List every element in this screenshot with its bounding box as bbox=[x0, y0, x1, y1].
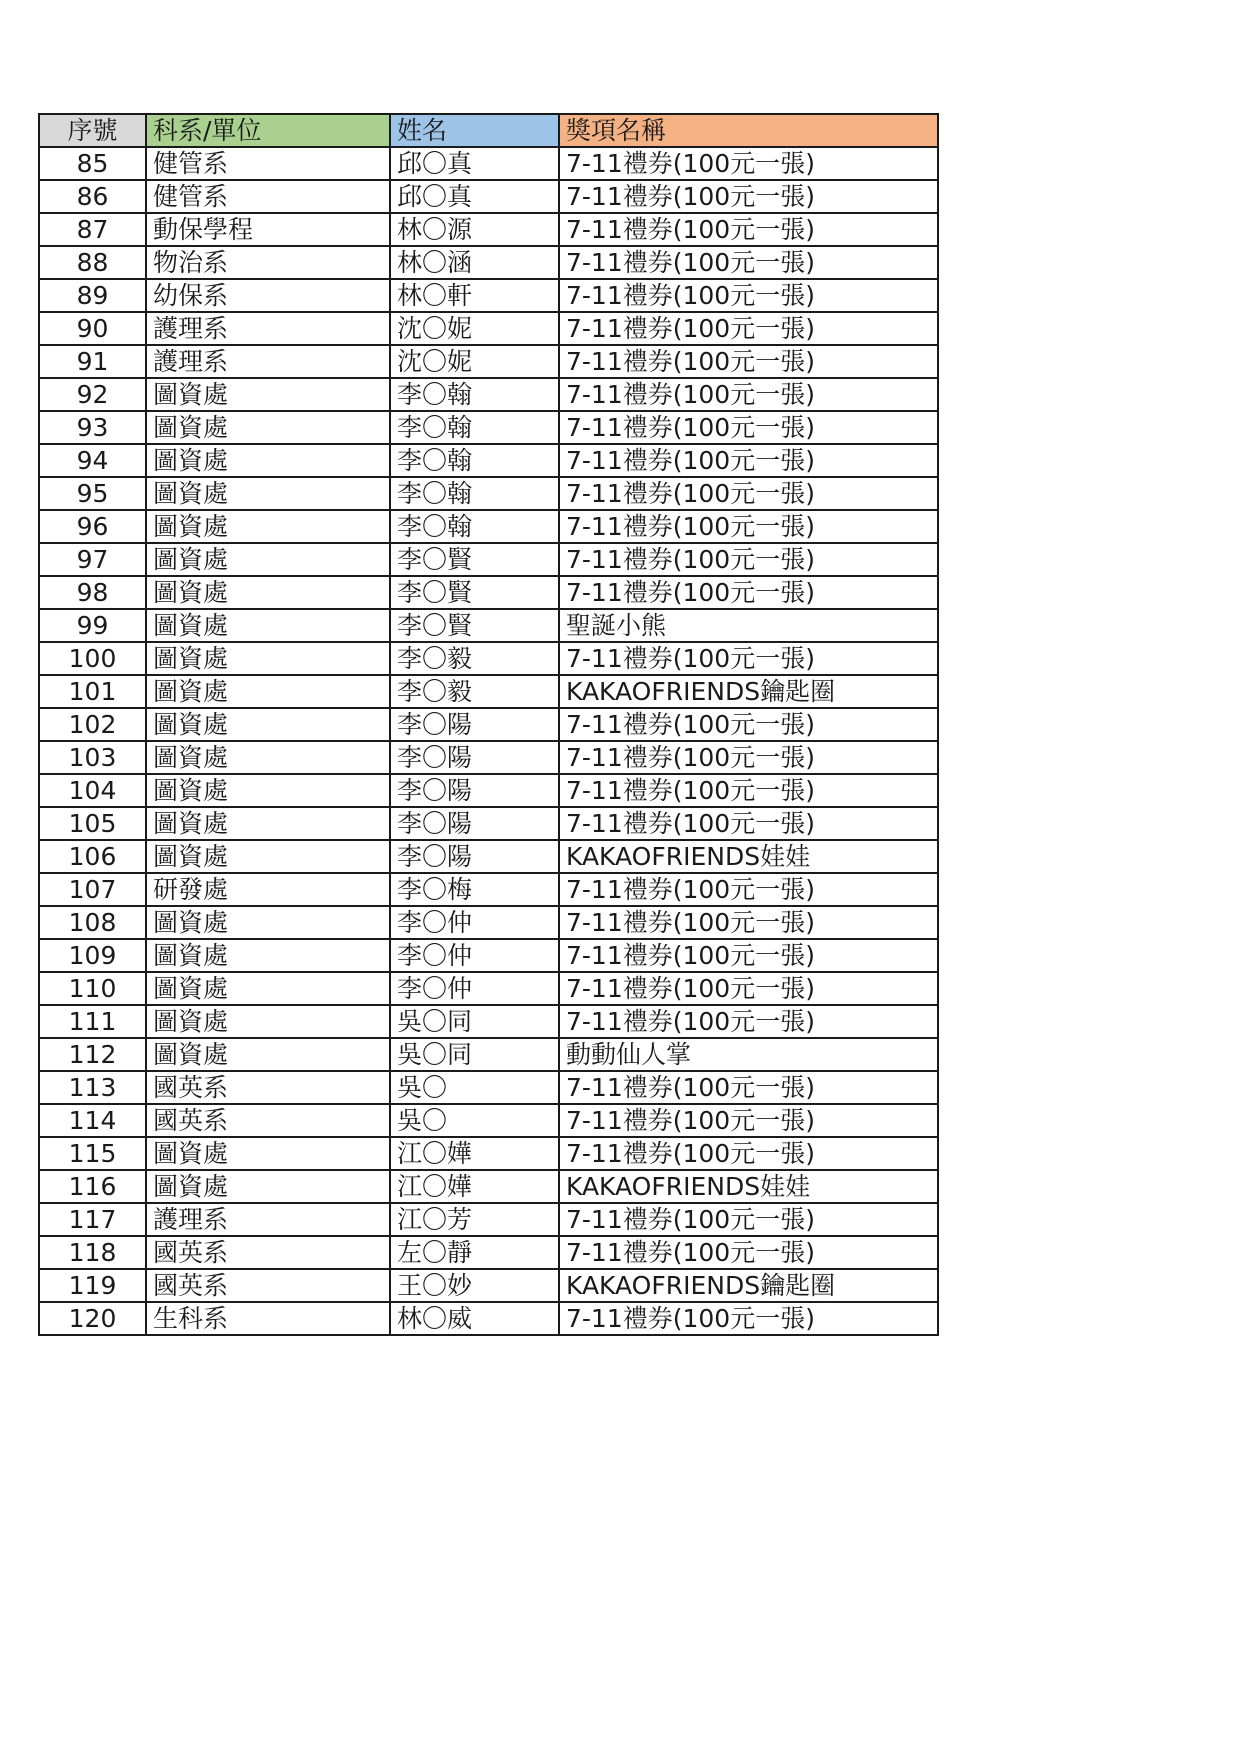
table-row bbox=[39, 180, 938, 213]
table-row bbox=[39, 411, 938, 444]
cell-name: 江〇嬅 bbox=[390, 1137, 559, 1170]
table-row bbox=[39, 642, 938, 675]
cell-name: 林〇涵 bbox=[390, 246, 559, 279]
table-row bbox=[39, 279, 938, 312]
cell-department: 國英系 bbox=[146, 1104, 390, 1137]
cell-name: 李〇陽 bbox=[390, 774, 559, 807]
cell-prize: 7-11禮券(100元一張) bbox=[559, 1104, 938, 1137]
cell-department: 圖資處 bbox=[146, 543, 390, 576]
table-row bbox=[39, 312, 938, 345]
cell-serial-number: 98 bbox=[39, 576, 146, 609]
cell-name: 李〇賢 bbox=[390, 576, 559, 609]
cell-department: 圖資處 bbox=[146, 1170, 390, 1203]
cell-prize: 7-11禮券(100元一張) bbox=[559, 906, 938, 939]
cell-prize: 7-11禮券(100元一張) bbox=[559, 741, 938, 774]
cell-serial-number: 118 bbox=[39, 1236, 146, 1269]
table-header bbox=[39, 114, 938, 147]
cell-department: 圖資處 bbox=[146, 1137, 390, 1170]
cell-prize: 7-11禮券(100元一張) bbox=[559, 1005, 938, 1038]
cell-department: 圖資處 bbox=[146, 1038, 390, 1071]
cell-name: 吳〇同 bbox=[390, 1038, 559, 1071]
cell-department: 圖資處 bbox=[146, 642, 390, 675]
cell-department: 護理系 bbox=[146, 1203, 390, 1236]
cell-department: 動保學程 bbox=[146, 213, 390, 246]
cell-serial-number: 89 bbox=[39, 279, 146, 312]
table-row bbox=[39, 609, 938, 642]
cell-name: 李〇仲 bbox=[390, 906, 559, 939]
table-row bbox=[39, 1269, 938, 1302]
table-row bbox=[39, 1005, 938, 1038]
cell-prize: 7-11禮券(100元一張) bbox=[559, 807, 938, 840]
cell-prize: 7-11禮券(100元一張) bbox=[559, 378, 938, 411]
cell-serial-number: 86 bbox=[39, 180, 146, 213]
cell-department: 圖資處 bbox=[146, 774, 390, 807]
cell-prize: 7-11禮券(100元一張) bbox=[559, 510, 938, 543]
cell-prize: 7-11禮券(100元一張) bbox=[559, 939, 938, 972]
cell-serial-number: 105 bbox=[39, 807, 146, 840]
cell-serial-number: 100 bbox=[39, 642, 146, 675]
cell-prize: KAKAOFRIENDS鑰匙圈 bbox=[559, 1269, 938, 1302]
cell-name: 江〇嬅 bbox=[390, 1170, 559, 1203]
cell-department: 健管系 bbox=[146, 180, 390, 213]
cell-department: 圖資處 bbox=[146, 708, 390, 741]
cell-department: 圖資處 bbox=[146, 906, 390, 939]
table-row bbox=[39, 246, 938, 279]
table-row bbox=[39, 807, 938, 840]
cell-name: 邱〇真 bbox=[390, 147, 559, 180]
cell-prize: 7-11禮券(100元一張) bbox=[559, 147, 938, 180]
cell-prize: 7-11禮券(100元一張) bbox=[559, 279, 938, 312]
cell-prize: 7-11禮券(100元一張) bbox=[559, 345, 938, 378]
cell-department: 圖資處 bbox=[146, 972, 390, 1005]
cell-serial-number: 117 bbox=[39, 1203, 146, 1236]
cell-serial-number: 94 bbox=[39, 444, 146, 477]
cell-prize: 7-11禮券(100元一張) bbox=[559, 444, 938, 477]
cell-serial-number: 104 bbox=[39, 774, 146, 807]
table-row bbox=[39, 1236, 938, 1269]
cell-name: 邱〇真 bbox=[390, 180, 559, 213]
cell-name: 李〇翰 bbox=[390, 411, 559, 444]
cell-department: 圖資處 bbox=[146, 444, 390, 477]
cell-department: 圖資處 bbox=[146, 411, 390, 444]
table-row bbox=[39, 774, 938, 807]
table-row bbox=[39, 1302, 938, 1335]
cell-prize: 7-11禮券(100元一張) bbox=[559, 312, 938, 345]
cell-prize: 7-11禮券(100元一張) bbox=[559, 213, 938, 246]
cell-serial-number: 88 bbox=[39, 246, 146, 279]
cell-name: 左〇靜 bbox=[390, 1236, 559, 1269]
cell-serial-number: 114 bbox=[39, 1104, 146, 1137]
table-row bbox=[39, 1137, 938, 1170]
cell-name: 林〇源 bbox=[390, 213, 559, 246]
cell-serial-number: 106 bbox=[39, 840, 146, 873]
cell-serial-number: 115 bbox=[39, 1137, 146, 1170]
cell-prize: 7-11禮券(100元一張) bbox=[559, 1203, 938, 1236]
cell-name: 沈〇妮 bbox=[390, 345, 559, 378]
cell-department: 圖資處 bbox=[146, 576, 390, 609]
table-row bbox=[39, 873, 938, 906]
cell-department: 圖資處 bbox=[146, 939, 390, 972]
cell-name: 林〇威 bbox=[390, 1302, 559, 1335]
table-row bbox=[39, 213, 938, 246]
cell-prize: 聖誕小熊 bbox=[559, 609, 938, 642]
cell-prize: 7-11禮券(100元一張) bbox=[559, 180, 938, 213]
cell-name: 李〇陽 bbox=[390, 807, 559, 840]
cell-name: 李〇毅 bbox=[390, 642, 559, 675]
cell-prize: 7-11禮券(100元一張) bbox=[559, 873, 938, 906]
cell-serial-number: 96 bbox=[39, 510, 146, 543]
table-row bbox=[39, 345, 938, 378]
cell-serial-number: 85 bbox=[39, 147, 146, 180]
cell-name: 李〇仲 bbox=[390, 972, 559, 1005]
cell-prize: 7-11禮券(100元一張) bbox=[559, 576, 938, 609]
cell-serial-number: 110 bbox=[39, 972, 146, 1005]
cell-department: 國英系 bbox=[146, 1071, 390, 1104]
table-row bbox=[39, 840, 938, 873]
cell-department: 圖資處 bbox=[146, 840, 390, 873]
cell-name: 李〇仲 bbox=[390, 939, 559, 972]
cell-department: 圖資處 bbox=[146, 1005, 390, 1038]
cell-prize: 7-11禮券(100元一張) bbox=[559, 543, 938, 576]
table-row bbox=[39, 1203, 938, 1236]
cell-serial-number: 112 bbox=[39, 1038, 146, 1071]
cell-department: 研發處 bbox=[146, 873, 390, 906]
prize-sheet bbox=[38, 113, 939, 1336]
table-row bbox=[39, 741, 938, 774]
cell-department: 圖資處 bbox=[146, 510, 390, 543]
cell-serial-number: 101 bbox=[39, 675, 146, 708]
table-row bbox=[39, 378, 938, 411]
cell-name: 吳〇 bbox=[390, 1104, 559, 1137]
cell-department: 護理系 bbox=[146, 345, 390, 378]
header-prize: 獎項名稱 bbox=[559, 114, 938, 147]
header-name: 姓名 bbox=[390, 114, 559, 147]
cell-name: 李〇翰 bbox=[390, 378, 559, 411]
cell-name: 江〇芳 bbox=[390, 1203, 559, 1236]
header-row bbox=[39, 114, 938, 147]
cell-prize: 7-11禮券(100元一張) bbox=[559, 972, 938, 1005]
cell-name: 沈〇妮 bbox=[390, 312, 559, 345]
cell-prize: KAKAOFRIENDS娃娃 bbox=[559, 840, 938, 873]
cell-serial-number: 87 bbox=[39, 213, 146, 246]
cell-department: 圖資處 bbox=[146, 675, 390, 708]
cell-department: 圖資處 bbox=[146, 477, 390, 510]
header-department: 科系/單位 bbox=[146, 114, 390, 147]
cell-prize: 7-11禮券(100元一張) bbox=[559, 411, 938, 444]
cell-serial-number: 108 bbox=[39, 906, 146, 939]
cell-prize: KAKAOFRIENDS娃娃 bbox=[559, 1170, 938, 1203]
cell-prize: 7-11禮券(100元一張) bbox=[559, 1302, 938, 1335]
table-row bbox=[39, 1104, 938, 1137]
header-serial-number: 序號 bbox=[39, 114, 146, 147]
prize-winners-table bbox=[38, 113, 939, 1336]
cell-department: 幼保系 bbox=[146, 279, 390, 312]
cell-serial-number: 97 bbox=[39, 543, 146, 576]
cell-department: 圖資處 bbox=[146, 609, 390, 642]
cell-serial-number: 120 bbox=[39, 1302, 146, 1335]
cell-name: 林〇軒 bbox=[390, 279, 559, 312]
table-row bbox=[39, 1170, 938, 1203]
table-row bbox=[39, 972, 938, 1005]
cell-serial-number: 119 bbox=[39, 1269, 146, 1302]
cell-serial-number: 107 bbox=[39, 873, 146, 906]
cell-name: 李〇翰 bbox=[390, 510, 559, 543]
cell-name: 李〇陽 bbox=[390, 708, 559, 741]
cell-prize: 7-11禮券(100元一張) bbox=[559, 1071, 938, 1104]
cell-prize: 7-11禮券(100元一張) bbox=[559, 1137, 938, 1170]
cell-department: 健管系 bbox=[146, 147, 390, 180]
cell-name: 李〇陽 bbox=[390, 840, 559, 873]
cell-serial-number: 116 bbox=[39, 1170, 146, 1203]
cell-department: 國英系 bbox=[146, 1269, 390, 1302]
table-row bbox=[39, 1038, 938, 1071]
cell-name: 李〇賢 bbox=[390, 543, 559, 576]
cell-department: 生科系 bbox=[146, 1302, 390, 1335]
cell-department: 物治系 bbox=[146, 246, 390, 279]
cell-prize: KAKAOFRIENDS鑰匙圈 bbox=[559, 675, 938, 708]
cell-prize: 7-11禮券(100元一張) bbox=[559, 477, 938, 510]
cell-name: 吳〇同 bbox=[390, 1005, 559, 1038]
cell-name: 李〇賢 bbox=[390, 609, 559, 642]
table-row bbox=[39, 1071, 938, 1104]
cell-department: 圖資處 bbox=[146, 741, 390, 774]
cell-prize: 7-11禮券(100元一張) bbox=[559, 774, 938, 807]
cell-name: 吳〇 bbox=[390, 1071, 559, 1104]
table-row bbox=[39, 576, 938, 609]
cell-serial-number: 113 bbox=[39, 1071, 146, 1104]
table-row bbox=[39, 444, 938, 477]
cell-serial-number: 91 bbox=[39, 345, 146, 378]
cell-serial-number: 109 bbox=[39, 939, 146, 972]
cell-name: 李〇陽 bbox=[390, 741, 559, 774]
cell-prize: 7-11禮券(100元一張) bbox=[559, 642, 938, 675]
table-row bbox=[39, 939, 938, 972]
cell-name: 李〇梅 bbox=[390, 873, 559, 906]
table-row bbox=[39, 543, 938, 576]
cell-prize: 7-11禮券(100元一張) bbox=[559, 246, 938, 279]
cell-prize: 動動仙人掌 bbox=[559, 1038, 938, 1071]
cell-department: 國英系 bbox=[146, 1236, 390, 1269]
cell-serial-number: 99 bbox=[39, 609, 146, 642]
cell-serial-number: 93 bbox=[39, 411, 146, 444]
cell-serial-number: 111 bbox=[39, 1005, 146, 1038]
cell-serial-number: 90 bbox=[39, 312, 146, 345]
cell-name: 李〇翰 bbox=[390, 477, 559, 510]
cell-name: 王〇妙 bbox=[390, 1269, 559, 1302]
cell-prize: 7-11禮券(100元一張) bbox=[559, 708, 938, 741]
cell-name: 李〇毅 bbox=[390, 675, 559, 708]
table-row bbox=[39, 675, 938, 708]
cell-department: 圖資處 bbox=[146, 807, 390, 840]
cell-name: 李〇翰 bbox=[390, 444, 559, 477]
cell-serial-number: 102 bbox=[39, 708, 146, 741]
table-row bbox=[39, 147, 938, 180]
cell-department: 圖資處 bbox=[146, 378, 390, 411]
table-row bbox=[39, 510, 938, 543]
table-row bbox=[39, 906, 938, 939]
table-row bbox=[39, 708, 938, 741]
cell-serial-number: 92 bbox=[39, 378, 146, 411]
table-body bbox=[39, 147, 938, 1335]
cell-prize: 7-11禮券(100元一張) bbox=[559, 1236, 938, 1269]
table-row bbox=[39, 477, 938, 510]
cell-department: 護理系 bbox=[146, 312, 390, 345]
cell-serial-number: 95 bbox=[39, 477, 146, 510]
cell-serial-number: 103 bbox=[39, 741, 146, 774]
